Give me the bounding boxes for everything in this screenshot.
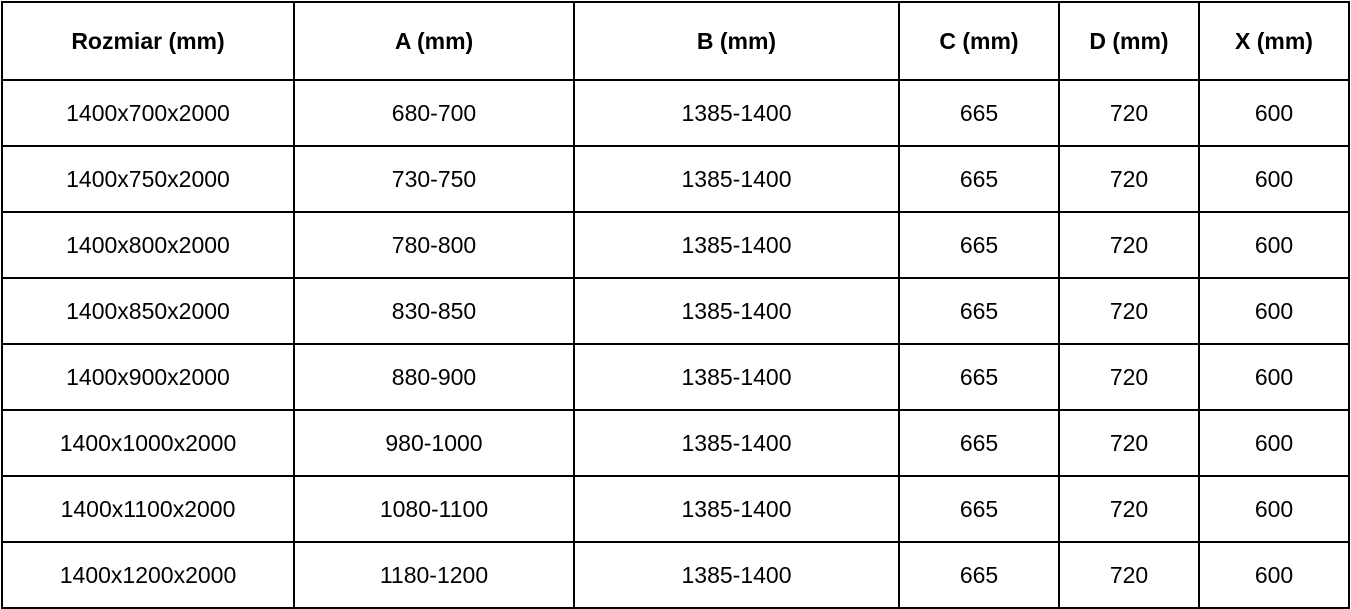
cell-a: 780-800 <box>294 212 574 278</box>
table-header-row <box>2 2 1349 80</box>
table-header <box>2 2 1349 80</box>
cell-x: 600 <box>1199 146 1349 212</box>
cell-a: 980-1000 <box>294 410 574 476</box>
table-row <box>2 344 1349 410</box>
cell-c: 665 <box>899 476 1059 542</box>
cell-rozmiar: 1400x1000x2000 <box>2 410 294 476</box>
cell-d: 720 <box>1059 212 1199 278</box>
cell-b: 1385-1400 <box>574 476 899 542</box>
column-header-rozmiar: Rozmiar (mm) <box>2 2 294 80</box>
cell-x: 600 <box>1199 344 1349 410</box>
cell-c: 665 <box>899 146 1059 212</box>
cell-c: 665 <box>899 344 1059 410</box>
cell-b: 1385-1400 <box>574 146 899 212</box>
size-table-container <box>0 1 1351 588</box>
cell-c: 665 <box>899 542 1059 608</box>
cell-b: 1385-1400 <box>574 410 899 476</box>
cell-c: 665 <box>899 212 1059 278</box>
cell-rozmiar: 1400x1200x2000 <box>2 542 294 608</box>
cell-x: 600 <box>1199 476 1349 542</box>
column-header-x: X (mm) <box>1199 2 1349 80</box>
cell-a: 1080-1100 <box>294 476 574 542</box>
table-row <box>2 476 1349 542</box>
table-row <box>2 542 1349 608</box>
cell-a: 880-900 <box>294 344 574 410</box>
cell-c: 665 <box>899 410 1059 476</box>
cell-d: 720 <box>1059 278 1199 344</box>
cell-x: 600 <box>1199 212 1349 278</box>
cell-d: 720 <box>1059 542 1199 608</box>
cell-rozmiar: 1400x700x2000 <box>2 80 294 146</box>
cell-c: 665 <box>899 80 1059 146</box>
cell-d: 720 <box>1059 344 1199 410</box>
table-row <box>2 212 1349 278</box>
cell-x: 600 <box>1199 542 1349 608</box>
cell-rozmiar: 1400x850x2000 <box>2 278 294 344</box>
cell-x: 600 <box>1199 278 1349 344</box>
cell-b: 1385-1400 <box>574 212 899 278</box>
column-header-c: C (mm) <box>899 2 1059 80</box>
cell-d: 720 <box>1059 476 1199 542</box>
cell-rozmiar: 1400x750x2000 <box>2 146 294 212</box>
column-header-d: D (mm) <box>1059 2 1199 80</box>
cell-x: 600 <box>1199 410 1349 476</box>
cell-d: 720 <box>1059 146 1199 212</box>
cell-b: 1385-1400 <box>574 80 899 146</box>
column-header-a: A (mm) <box>294 2 574 80</box>
table-row <box>2 146 1349 212</box>
table-row <box>2 410 1349 476</box>
dimensions-table <box>1 1 1350 609</box>
cell-a: 830-850 <box>294 278 574 344</box>
cell-d: 720 <box>1059 410 1199 476</box>
column-header-b: B (mm) <box>574 2 899 80</box>
cell-rozmiar: 1400x1100x2000 <box>2 476 294 542</box>
table-row <box>2 278 1349 344</box>
cell-d: 720 <box>1059 80 1199 146</box>
cell-b: 1385-1400 <box>574 278 899 344</box>
cell-a: 730-750 <box>294 146 574 212</box>
cell-rozmiar: 1400x800x2000 <box>2 212 294 278</box>
cell-a: 680-700 <box>294 80 574 146</box>
cell-c: 665 <box>899 278 1059 344</box>
cell-b: 1385-1400 <box>574 344 899 410</box>
cell-x: 600 <box>1199 80 1349 146</box>
cell-a: 1180-1200 <box>294 542 574 608</box>
cell-b: 1385-1400 <box>574 542 899 608</box>
table-body <box>2 80 1349 608</box>
table-row <box>2 80 1349 146</box>
cell-rozmiar: 1400x900x2000 <box>2 344 294 410</box>
